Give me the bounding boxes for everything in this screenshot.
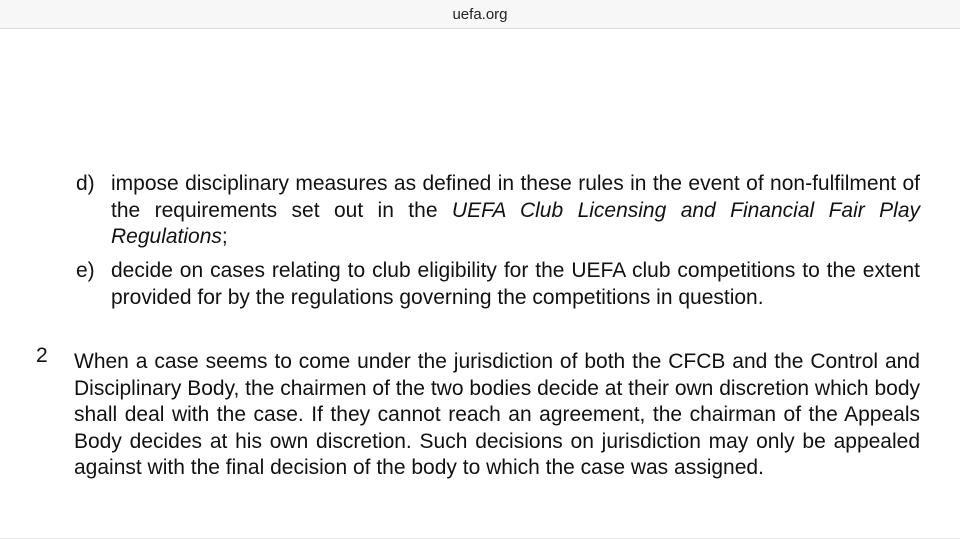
paragraph-text: When a case seems to come under the jurisdiction of both the CFCB and the Control and Disciplinary Body, the chairmen of the two bodies decide at their own discretion which body shall deal with the case. If they cannot reach an agreement, the chairman of the Appeals Body decides at his own discretion. Such decisions on jurisdiction may only be appealed against with the final decision of the body to which the case was assigned. xyxy=(74,350,920,479)
list-marker: d) xyxy=(76,172,95,195)
list-item-text xyxy=(111,171,920,251)
list-item-text: decide on cases relating to club eligibility for the UEFA club competitions to the extent provided for by the regulations governing the competitions in question. xyxy=(111,259,920,309)
item-text-start: impose disciplinary measures as defined in these rules in the event of non-fulfilment of the requirements set out in the xyxy=(111,172,920,222)
regulation-title: UEFA Club Licensing and Financial Fair Play Regulations xyxy=(111,198,920,248)
item-text-end: ; xyxy=(221,225,228,248)
list-item-e xyxy=(76,258,920,311)
list-marker: e) xyxy=(76,259,95,282)
url-text[interactable]: uefa.org xyxy=(452,6,508,23)
list-item-d xyxy=(76,171,920,251)
paragraph-number: 2 xyxy=(36,344,48,367)
